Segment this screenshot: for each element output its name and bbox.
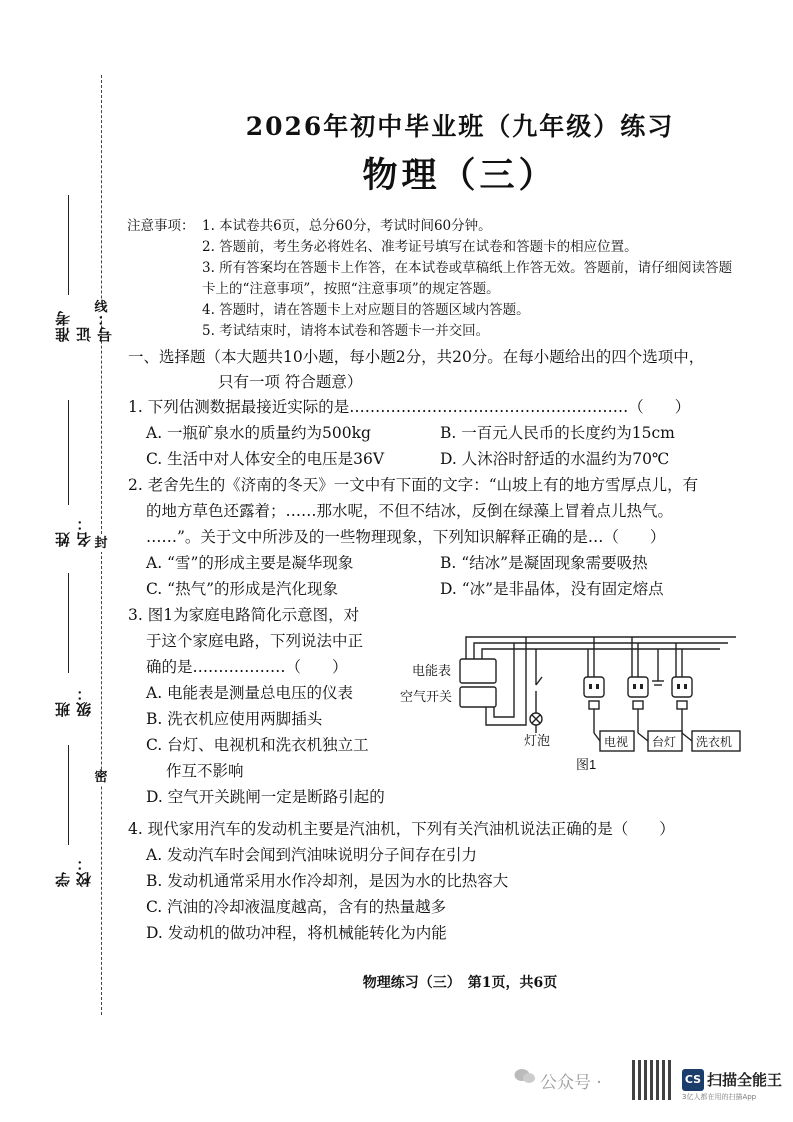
page-footer: 物理练习（三） 第1页，共6页 [362,975,558,991]
q2-option-c: C. “热气”的形成是汽化现象 [146,580,339,598]
q4-option-a: A. 发动汽车时会闻到汽油味说明分子间存在引力 [146,846,478,864]
q1-option-a: A. 一瓶矿泉水的质量约为500kg [146,424,371,442]
qr-code [632,1060,672,1100]
question-2-stem-cont: ……”。关于文中所涉及的一些物理现象，下列知识解释正确的是…（ ） [146,528,666,546]
binding-mark-feng: 封 [94,536,108,551]
q1-option-b: B. 一百元人民币的长度约为15cm [440,424,675,442]
q1-option-d: D. 人沐浴时舒适的水温约为70℃ [440,450,670,468]
q3-option-c-cont: 作互不影响 [166,762,244,780]
class-label: 班级： [54,685,93,717]
label-washer: 洗衣机 [696,735,733,749]
name-label: 姓名： [54,515,93,547]
name-underline [68,400,69,505]
binding-mark-xian: 线 [94,300,108,315]
q2-option-d: D. “冰”是非晶体，没有固定熔点 [440,580,664,598]
section-heading: 一、选择题（本大题共10小题，每小题2分，共20分。在每小题给出的四个选项中， [128,348,705,366]
exam-number-label: 准考证号： [54,310,114,342]
q3-option-c: C. 台灯、电视机和洗衣机独立工 [146,736,369,754]
camscanner-name: 扫描全能王 [707,1071,783,1089]
watermark-label: 公众号 · [540,1073,602,1093]
school-underline [68,745,69,845]
school-label: 学校： [54,855,93,887]
figure-1-circuit [396,633,751,773]
figure-caption: 图1 [576,757,597,772]
q2-option-a: A. “雪”的形成主要是凝华现象 [146,554,354,572]
notice-block [127,216,747,342]
wechat-icon [514,1067,536,1085]
question-1-stem: 1. 下列估测数据最接近实际的是………………………………………………（ ） [128,398,691,416]
label-breaker: 空气开关 [400,689,453,704]
q4-option-b: B. 发动机通常采用水作冷却剂，是因为水的比热容大 [146,872,509,890]
question-2-stem-cont: 的地方草色还露着；……那水呢，不但不结冰，反倒在绿藻上冒着点儿热气。 [146,502,674,520]
camscanner-subtitle: 3亿人都在用的扫描App [682,1093,757,1101]
question-3-stem-cont: 于这个家庭电路，下列说法中正 [146,632,364,650]
notice-item: 4. 答题时，请在答题卡上对应题目的答题区域内答题。 [202,302,530,318]
notice-item: 1. 本试卷共6页，总分60分，考试时间60分钟。 [202,218,492,234]
q4-option-d: D. 发动机的做功冲程，将机械能转化为内能 [146,924,447,942]
exam-subtitle: 物理（三） [362,155,558,196]
q1-option-c: C. 生活中对人体安全的电压是36V [146,450,385,468]
label-bulb: 灯泡 [524,733,551,748]
exam-title: 2026年初中毕业班（九年级）练习 [245,112,675,141]
question-3-stem: 3. 图1为家庭电路简化示意图，对 [128,606,360,624]
label-lamp: 台灯 [652,735,677,749]
notice-heading: 注意事项： [127,218,195,234]
camscanner-logo: CS [682,1069,704,1091]
question-3-stem-cont: 确的是………………（ ） [146,658,348,676]
label-tv: 电视 [604,735,629,749]
q2-option-b: B. “结冰”是凝固现象需要吸热 [440,554,648,572]
class-underline [68,573,69,673]
exam-number-underline [68,195,69,295]
q3-option-d: D. 空气开关跳闸一定是断路引起的 [146,788,385,806]
question-2-stem: 2. 老舍先生的《济南的冬天》一文中有下面的文字：“山坡上有的地方雪厚点儿，有 [128,476,699,494]
binding-mark-mi: 密 [94,770,108,785]
notice-item: 5. 考试结束时，请将本试卷和答题卡一并交回。 [202,323,490,339]
q3-option-a: A. 电能表是测量总电压的仪表 [146,684,354,702]
question-4-stem: 4. 现代家用汽车的发动机主要是汽油机，下列有关汽油机说法正确的是（ ） [128,820,675,838]
section-heading-cont: 只有一项 符合题意） [218,373,363,391]
notice-item: 3. 所有答案均在答题卡上作答，在本试卷或草稿纸上作答无效。答题前，请仔细阅读答题卡上的“注意事项”，按照“注意事项”的规定答题。 [202,260,733,297]
q3-option-b: B. 洗衣机应使用两脚插头 [146,710,323,728]
q4-option-c: C. 汽油的冷却液温度越高，含有的热量越多 [146,898,447,916]
notice-item: 2. 答题前，考生务必将姓名、准考证号填写在试卷和答题卡的相应位置。 [202,239,638,255]
label-meter: 电能表 [412,663,452,678]
